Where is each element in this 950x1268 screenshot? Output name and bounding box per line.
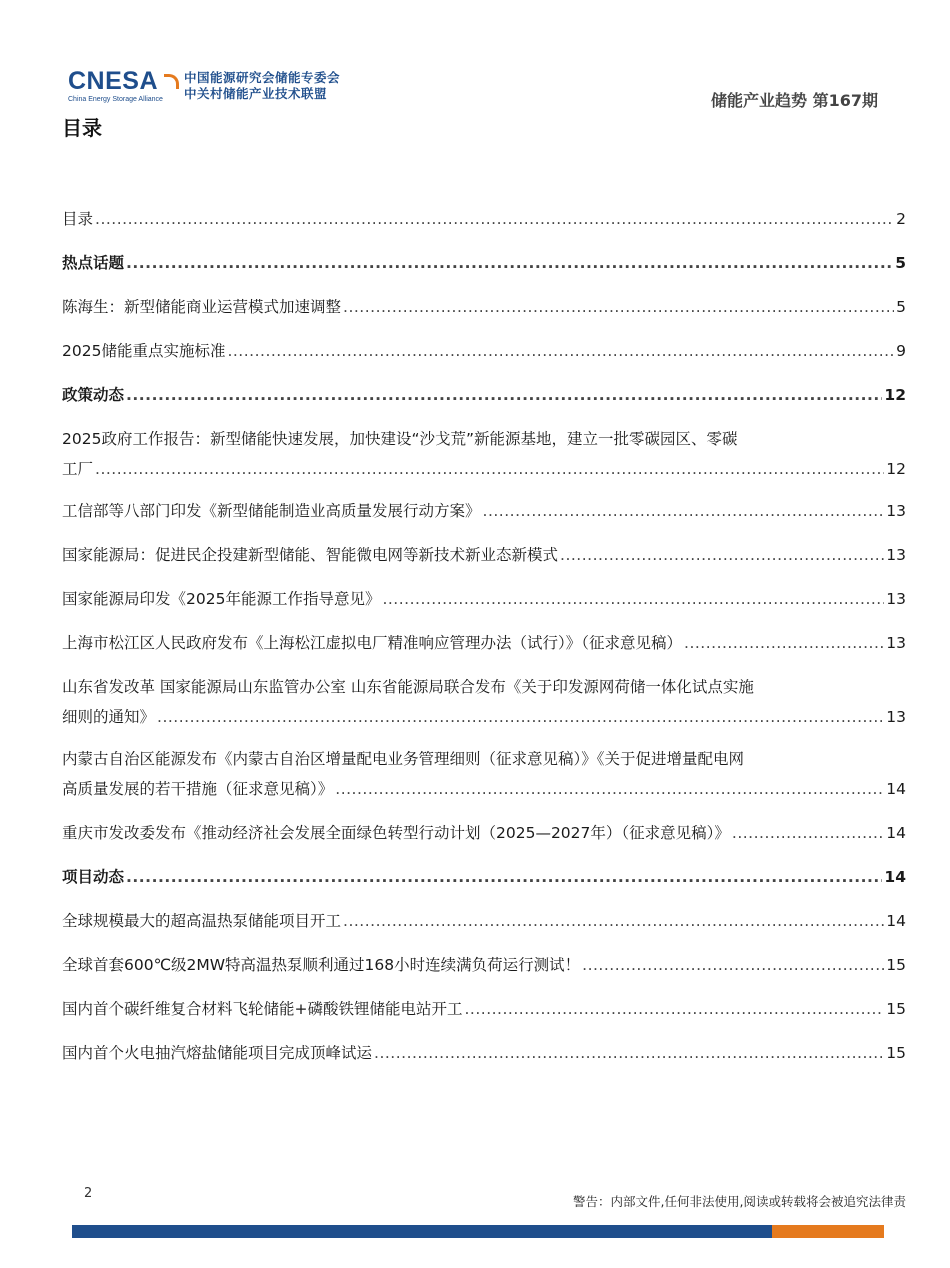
footer-bar-blue [72, 1225, 772, 1238]
toc-entry-title: 国家能源局印发《2025年能源工作指导意见》 [62, 590, 381, 608]
toc-section-heading[interactable] [62, 380, 906, 410]
toc-entry-row [62, 248, 906, 278]
toc-entry-row [62, 496, 906, 526]
toc-page-number: 13 [886, 546, 906, 564]
toc-page-number: 9 [896, 342, 906, 360]
toc-entry[interactable] [62, 336, 906, 366]
toc-entry-title: 重庆市发改委发布《推动经济社会发展全面绿色转型行动计划（2025—2027年）（征求意见稿）》 [62, 824, 730, 842]
toc-page-number: 15 [886, 1044, 906, 1062]
issue-label: 储能产业趋势 第167期 [711, 91, 878, 110]
toc-entry[interactable] [62, 204, 906, 234]
toc-dot-leader [374, 1038, 884, 1068]
toc-entry-title: 全球首套600℃级2MW特高温热泵顺利通过168小时连续满负荷运行测试！ [62, 956, 581, 974]
logo-mark [68, 68, 163, 104]
toc-entry-title: 国家能源局：促进民企投建新型储能、智能微电网等新技术新业态新模式 [62, 546, 559, 564]
toc-entry-row [62, 204, 906, 234]
toc-entry[interactable] [62, 906, 906, 936]
toc-dot-leader [483, 496, 885, 526]
toc-dot-leader [684, 628, 884, 658]
toc-page-number: 12 [884, 386, 906, 404]
toc-entry-title: 国内首个碳纤维复合材料飞轮储能+磷酸铁锂储能电站开工 [62, 1000, 463, 1018]
toc-dot-leader [126, 862, 882, 892]
toc-entry-row [62, 950, 906, 980]
toc-dot-leader [335, 774, 884, 804]
toc-page-number: 13 [886, 708, 906, 726]
toc-entry-title: 全球规模最大的超高温热泵储能项目开工 [62, 912, 342, 930]
toc-entry-row [62, 628, 906, 658]
toc-entry-row [62, 906, 906, 936]
toc-page-number: 5 [895, 254, 906, 272]
toc-entry-title: 工信部等八部门印发《新型储能制造业高质量发展行动方案》 [62, 502, 481, 520]
toc-entry-title: 国内首个火电抽汽熔盐储能项目完成顶峰试运 [62, 1044, 373, 1062]
logo-wordmark: CNESA [68, 67, 159, 95]
toc-entry[interactable] [62, 540, 906, 570]
toc-page-number: 12 [886, 460, 906, 478]
logo-chinese-names [184, 70, 340, 102]
toc-entry-title: 工厂 [62, 460, 94, 478]
cnesa-logo [68, 68, 340, 108]
toc-entry-row [62, 1038, 906, 1068]
toc-dot-leader [157, 702, 884, 732]
toc-entry[interactable] [62, 818, 906, 848]
toc-entry-row [62, 774, 906, 804]
toc-entry-title: 细则的通知》 [62, 708, 156, 726]
logo-swoosh-icon [164, 74, 179, 89]
logo-cn-line2: 中关村储能产业技术联盟 [183, 86, 327, 101]
toc-entry-title: 2025储能重点实施标准 [62, 342, 226, 360]
toc-dot-leader [227, 336, 894, 366]
toc-entry-title: 陈海生：新型储能商业运营模式加速调整 [62, 298, 342, 316]
toc-entry-row [62, 454, 906, 484]
toc-page-number: 14 [886, 912, 906, 930]
footer-color-bar [72, 1225, 884, 1238]
toc-entry[interactable] [62, 584, 906, 614]
toc-entry-row [62, 862, 906, 892]
toc-entry[interactable] [62, 496, 906, 526]
toc-section-heading[interactable] [62, 862, 906, 892]
toc-dot-leader [95, 454, 884, 484]
toc-entry-title: 高质量发展的若干措施（征求意见稿）》 [62, 780, 334, 798]
toc-page-number: 13 [886, 590, 906, 608]
toc-dot-leader [382, 584, 884, 614]
toc-entry-row [62, 584, 906, 614]
toc-page-number: 14 [886, 824, 906, 842]
toc-page-number: 14 [884, 868, 906, 886]
toc-entry-row [62, 540, 906, 570]
toc-page-number: 5 [896, 298, 906, 316]
toc-entry[interactable] [62, 292, 906, 322]
logo-cn-line1: 中国能源研究会储能专委会 [183, 70, 340, 85]
toc-entry[interactable] [62, 424, 906, 484]
toc-entry-row [62, 336, 906, 366]
toc-entry[interactable] [62, 1038, 906, 1068]
toc-dot-leader [126, 248, 893, 278]
toc-dot-leader [95, 204, 894, 234]
toc-entry[interactable] [62, 628, 906, 658]
toc-dot-leader [582, 950, 884, 980]
toc-page-number: 14 [886, 780, 906, 798]
toc-entry-title-line1: 2025政府工作报告：新型储能快速发展，加快建设“沙戈荒”新能源基地，建立一批零碳园区、零碳 [62, 430, 738, 448]
page-title: 目录 [62, 116, 102, 140]
toc-dot-leader [465, 994, 885, 1024]
toc-entry-title: 上海市松江区人民政府发布《上海松江虚拟电厂精准响应管理办法（试行）》（征求意见稿） [62, 634, 683, 652]
toc-dot-leader [343, 906, 884, 936]
toc-page-number: 2 [896, 210, 906, 228]
toc-page-number: 13 [886, 502, 906, 520]
toc-entry[interactable] [62, 672, 906, 732]
toc-entry-title: 项目动态 [62, 868, 125, 886]
footer-bar-orange [772, 1225, 884, 1238]
footer-warning: 警告：内部文件,任何非法使用,阅读或转载将会被追究法律责 [573, 1194, 906, 1209]
toc-dot-leader [560, 540, 884, 570]
toc-dot-leader [343, 292, 894, 322]
toc-page-number: 15 [886, 956, 906, 974]
toc-dot-leader [126, 380, 882, 410]
logo-subtitle: China Energy Storage Alliance [68, 96, 163, 103]
toc-section-heading[interactable] [62, 248, 906, 278]
toc-entry[interactable] [62, 744, 906, 804]
toc-entry-title-line1: 内蒙古自治区能源发布《内蒙古自治区增量配电业务管理细则（征求意见稿）》《关于促进增量配电网 [62, 750, 745, 768]
toc-entry-row [62, 994, 906, 1024]
toc-dot-leader [732, 818, 884, 848]
toc-page-number: 15 [886, 1000, 906, 1018]
toc-page-number: 13 [886, 634, 906, 652]
toc-entry-row [62, 292, 906, 322]
toc-entry-title: 目录 [62, 210, 94, 228]
toc-entry-row [62, 702, 906, 732]
toc-entry-title: 热点话题 [62, 254, 125, 272]
toc-entry-title-line1: 山东省发改革 国家能源局山东监管办公室 山东省能源局联合发布《关于印发源网荷储一体化试点实施 [62, 678, 754, 696]
page-number: 2 [84, 1186, 93, 1201]
toc-entry-title: 政策动态 [62, 386, 125, 404]
toc-entry[interactable] [62, 994, 906, 1024]
toc-entry-row [62, 380, 906, 410]
toc-entry[interactable] [62, 950, 906, 980]
toc-entry-row [62, 818, 906, 848]
